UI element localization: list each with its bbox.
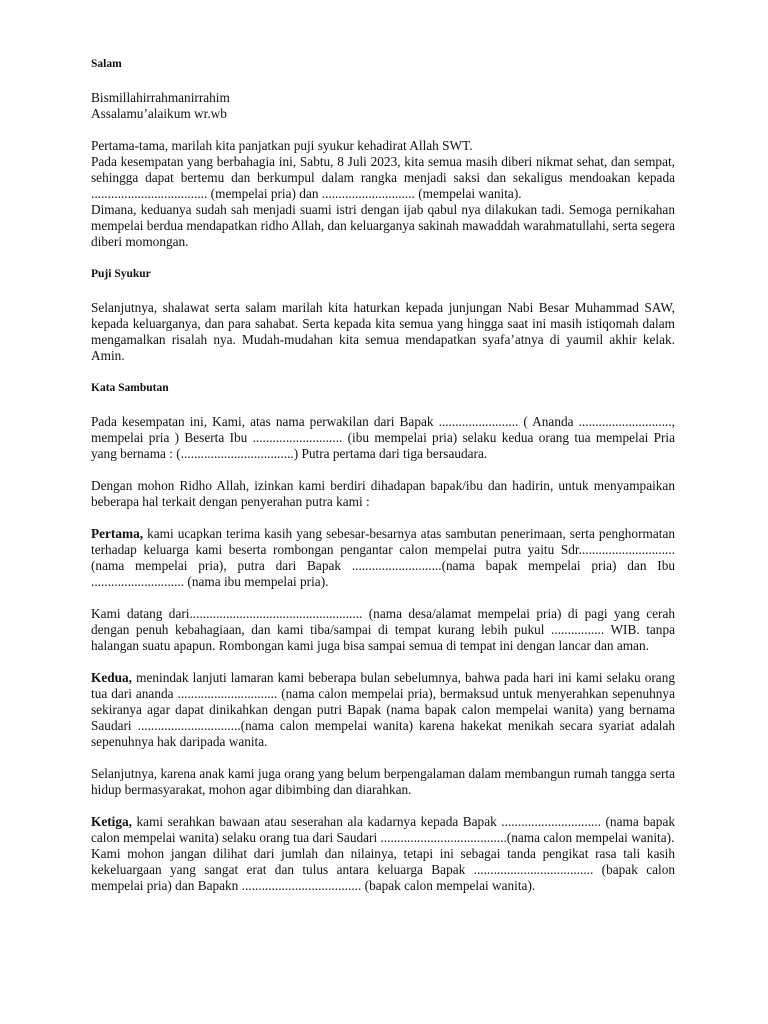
paragraph-salam-2: Pada kesempatan yang berbahagia ini, Sabtu, 8 Juli 2023, kita semua masih diberi nikmat sehat, dan sempat, sehingga dapat bertemu dan berkumpul dalam rangka menjadi saksi dan sekaligus mendoakan kepada ................................... (mempelai pria) dan ............................ (mempelai wanita). — [91, 154, 675, 201]
greeting-bismillah: Bismillahirrahmanirrahim — [91, 90, 230, 105]
paragraph-ketiga — [91, 814, 675, 846]
paragraph-puji-syukur: Selanjutnya, shalawat serta salam marilah kita haturkan kepada junjungan Nabi Besar Muhammad SAW, kepada keluarganya, dan para sahabat. Serta kepada kita semua yang hingga saat ini masih istiqomah dalam mengamalkan risalah nya. Mudah-mudahan kita semua mendapatkan syafa’atnya di yaumil akhir kelak. Amin. — [91, 300, 675, 363]
label-pertama: Pertama, — [91, 526, 144, 541]
paragraph-pertama — [91, 526, 675, 590]
paragraph-kami-datang: Kami datang dari.................................................... (nama desa/alamat mempelai pria) di pagi yang cerah dengan penuh kebahagiaan, dan kami tiba/sampai di tempat kurang lebih pukul ................ WIB. tanpa halangan suatu apapun. Rombongan kami juga bisa sampai semua di tempat ini dengan lancar dan aman. — [91, 606, 675, 653]
paragraph-kami-mohon: Kami mohon jangan dilihat dari jumlah dan nilainya, tetapi ini sebagai tanda pengikat rasa tali kasih kekeluargaan yang sangat erat dan tulus antara keluarga Bapak .................................... (bapak calon mempelai pria) dan Bapakn .................................... (bapak calon mempelai wanita). — [91, 846, 675, 893]
paragraph-salam-1: Pertama-tama, marilah kita panjatkan puji syukur kehadirat Allah SWT. — [91, 138, 473, 153]
heading-salam: Salam — [91, 58, 122, 70]
greeting-assalamualaikum: Assalamu’alaikum wr.wb — [91, 106, 227, 121]
paragraph-selanjutnya: Selanjutnya, karena anak kami juga orang yang belum berpengalaman dalam membangun rumah tangga serta hidup bermasyarakat, mohon agar dibimbing dan diarahkan. — [91, 766, 675, 797]
paragraph-kedua — [91, 670, 675, 750]
heading-kata-sambutan: Kata Sambutan — [91, 382, 169, 394]
text-ketiga: kami serahkan bawaan atau seserahan ala kadarnya kepada Bapak .............................. (nama bapak calon mempelai wanita) selaku orang tua dari Saudari ......................................(nama calon mempelai wanita). — [91, 814, 675, 845]
text-pertama: kami ucapkan terima kasih yang sebesar-besarnya atas sambutan penerimaan, serta penghormatan terhadap keluarga kami beserta rombongan pengantar calon mempelai putra yaitu Sdr............................. (nama mempelai pria), putra dari Bapak ...........................(nama bapak mempelai pria) dan Ibu ............................ (nama ibu mempelai pria). — [91, 526, 675, 589]
paragraph-sambutan-1: Pada kesempatan ini, Kami, atas nama perwakilan dari Bapak ........................ ( Ananda ............................, mempelai pria ) Beserta Ibu ........................... (ibu mempelai pria) selaku kedua orang tua mempelai Pria yang bernama : (..................................) Putra pertama dari tiga bersaudara. — [91, 414, 675, 461]
document-page — [91, 56, 675, 894]
label-kedua: Kedua, — [91, 670, 133, 685]
text-kedua: menindak lanjuti lamaran kami beberapa bulan sebelumnya, bahwa pada hari ini kami selaku orang tua dari ananda .............................. (nama calon mempelai pria), bermaksud untuk menyerahkan sepenuhnya sekiranya agar dapat dinikahkan dengan putri Bapak (nama bapak calon mempelai wanita) yang bernama Saudari ...............................(nama calon mempelai wanita) karena hakekat menikah secara syariat adalah sepenuhnya hak daripada wanita. — [91, 670, 675, 749]
label-ketiga: Ketiga, — [91, 814, 132, 829]
paragraph-sambutan-2: Dengan mohon Ridho Allah, izinkan kami berdiri dihadapan bapak/ibu dan hadirin, untuk menyampaikan beberapa hal terkait dengan penyerahan putra kami : — [91, 478, 675, 509]
heading-puji-syukur: Puji Syukur — [91, 268, 151, 280]
paragraph-salam-3: Dimana, keduanya sudah sah menjadi suami istri dengan ijab qabul nya dilakukan tadi. Semoga pernikahan mempelai berdua mendapatkan ridho Allah, dan keluarganya sakinah mawaddah warahmatullahi, serta segera diberi momongan. — [91, 202, 675, 249]
